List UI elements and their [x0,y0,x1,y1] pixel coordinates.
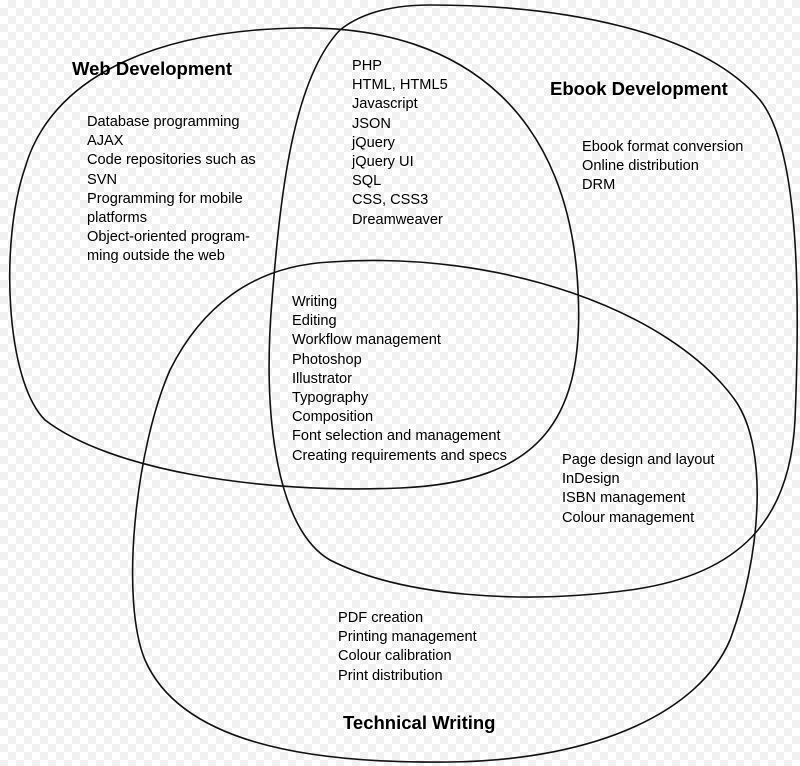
list-item: Online distribution [582,158,699,175]
list-item: jQuery [352,134,395,151]
list-item: SVN [87,171,118,188]
list-item: ming outside the web [87,248,225,265]
ebook-development-items [582,138,743,196]
list-item: Javascript [352,96,418,113]
list-item: Font selection and management [292,428,501,445]
list-item: PDF creation [338,610,424,626]
list-item: SQL [352,173,382,190]
list-item: platforms [87,210,148,227]
list-item: Photoshop [292,351,362,368]
list-item: Writing [292,294,338,310]
list-item: Ebook format conversion [582,139,744,155]
all-three-intersection-items [292,293,507,466]
list-item: Printing management [338,629,477,646]
ebook-development-title: Ebook Development [550,78,728,99]
technical-writing-items [338,609,477,686]
list-item: PHP [352,58,383,74]
list-item: AJAX [87,133,124,150]
list-item: Object-oriented program- [87,229,251,246]
web-ebook-intersection-items [352,57,448,230]
ebook-technical-writing-intersection-items [562,451,715,528]
list-item: Illustrator [292,370,353,387]
list-item: Code repositories such as [87,152,256,169]
list-item: Creating requirements and specs [292,447,507,464]
list-item: JSON [352,115,391,132]
list-item: InDesign [562,471,620,488]
list-item: Page design and layout [562,452,715,468]
list-item: Editing [292,313,337,330]
list-item: Database programming [87,114,240,130]
technical-writing-title: Technical Writing [343,712,496,733]
list-item: CSS, CSS3 [352,192,429,209]
list-item: Dreamweaver [352,211,443,228]
list-item: Programming for mobile [87,190,243,207]
list-item: Typography [292,390,369,407]
list-item: jQuery UI [352,154,414,171]
list-item: ISBN management [562,490,686,507]
list-item: Colour management [562,509,695,526]
list-item: Print distribution [338,667,443,684]
list-item: HTML, HTML5 [352,77,448,94]
web-development-title: Web Development [72,58,233,79]
list-item: DRM [582,177,616,194]
list-item: Workflow management [292,332,441,349]
web-development-items [87,113,256,267]
list-item: Composition [292,409,374,426]
list-item: Colour calibration [338,648,452,665]
